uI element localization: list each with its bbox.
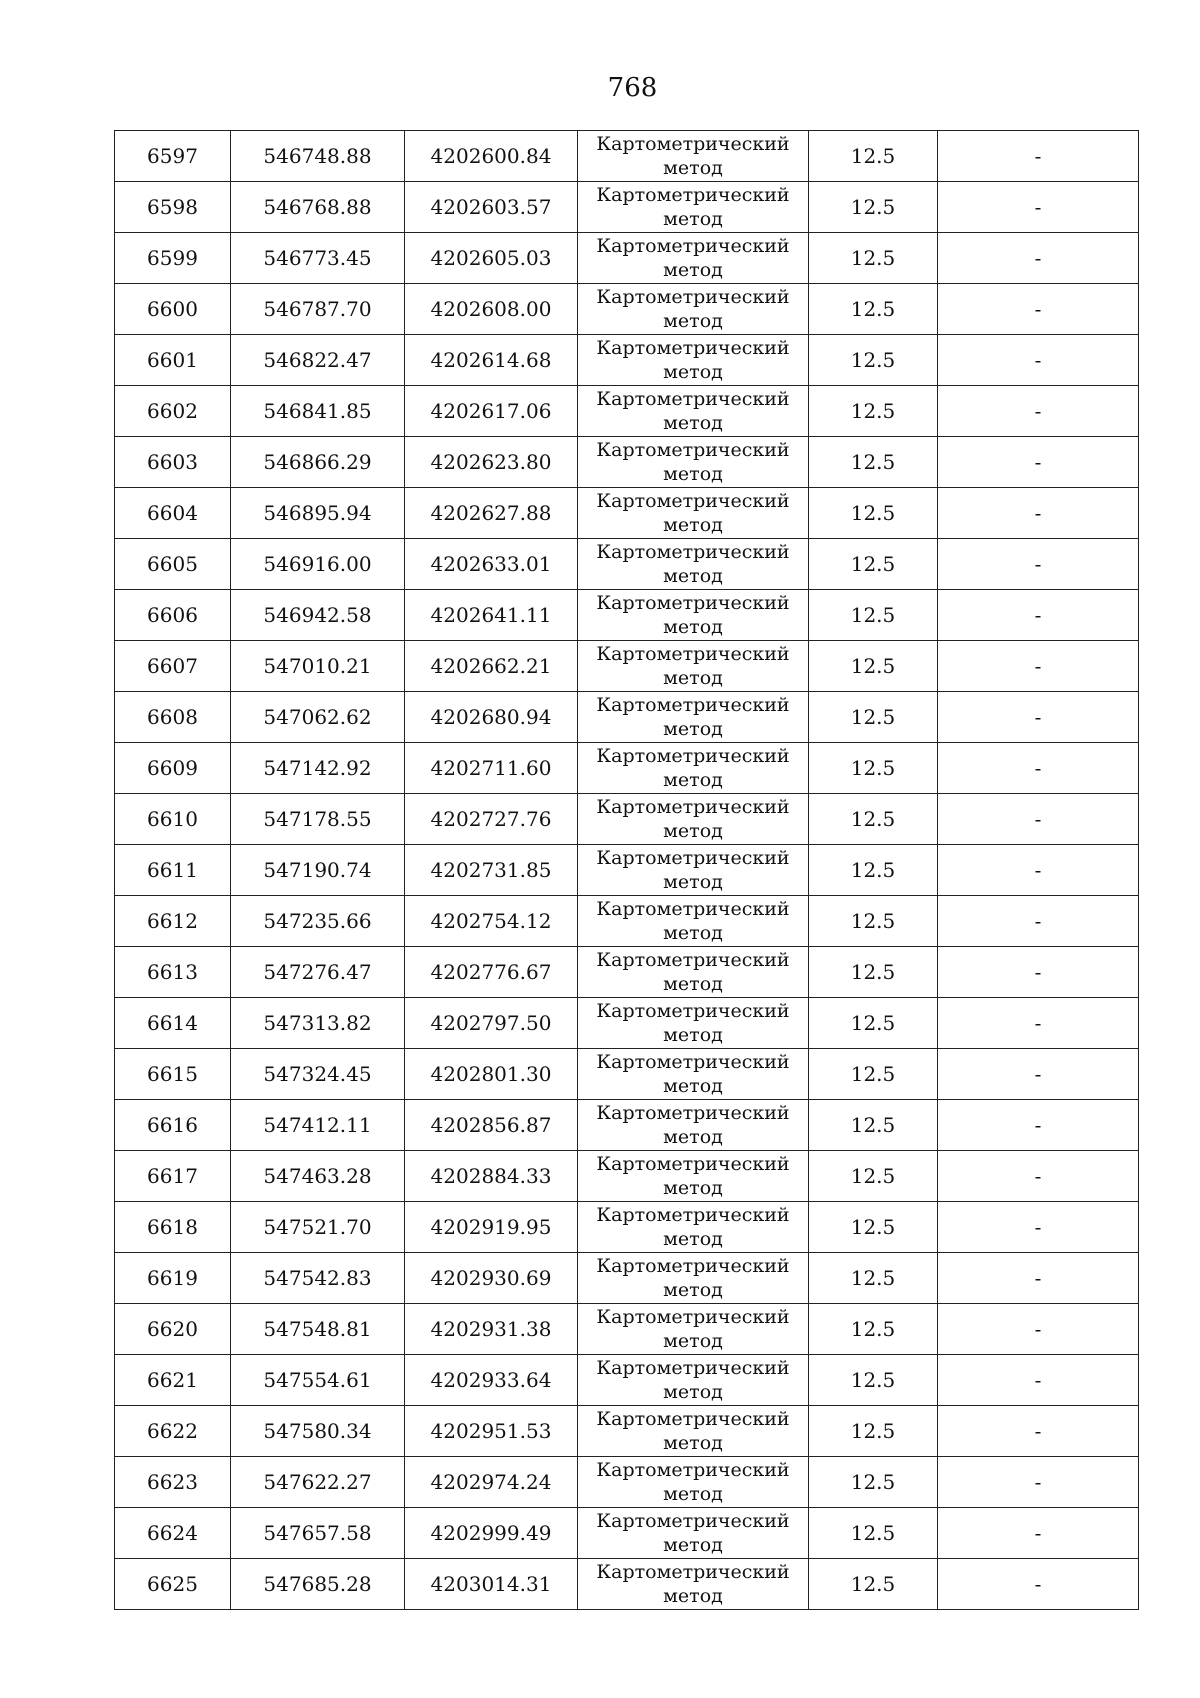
x-coordinate-cell: 547463.28 [231, 1151, 405, 1202]
table-row [115, 488, 1139, 539]
point-number-cell: 6598 [115, 182, 231, 233]
table-row [115, 1100, 1139, 1151]
accuracy-cell: 12.5 [809, 794, 938, 845]
y-coordinate-cell: 4202776.67 [405, 947, 578, 998]
note-cell: - [938, 947, 1139, 998]
y-coordinate-cell: 4202680.94 [405, 692, 578, 743]
method-label-line1: Картометрический [596, 847, 790, 869]
note-cell: - [938, 1100, 1139, 1151]
method-label-line2: метод [663, 514, 723, 536]
x-coordinate-cell: 546768.88 [231, 182, 405, 233]
accuracy-cell: 12.5 [809, 692, 938, 743]
table-row [115, 896, 1139, 947]
y-coordinate-cell: 4202633.01 [405, 539, 578, 590]
y-coordinate-cell: 4202931.38 [405, 1304, 578, 1355]
accuracy-cell: 12.5 [809, 335, 938, 386]
point-number-cell: 6624 [115, 1508, 231, 1559]
table-row [115, 1049, 1139, 1100]
accuracy-cell: 12.5 [809, 1253, 938, 1304]
x-coordinate-cell: 547554.61 [231, 1355, 405, 1406]
method-cell [578, 233, 809, 284]
x-coordinate-cell: 547412.11 [231, 1100, 405, 1151]
method-label-line1: Картометрический [596, 1306, 790, 1328]
x-coordinate-cell: 546841.85 [231, 386, 405, 437]
method-cell [578, 845, 809, 896]
accuracy-cell: 12.5 [809, 590, 938, 641]
point-number-cell: 6617 [115, 1151, 231, 1202]
method-label-line1: Картометрический [596, 592, 790, 614]
method-label-line2: метод [663, 463, 723, 485]
method-cell [578, 539, 809, 590]
accuracy-cell: 12.5 [809, 1355, 938, 1406]
x-coordinate-cell: 547548.81 [231, 1304, 405, 1355]
point-number-cell: 6610 [115, 794, 231, 845]
method-label-line1: Картометрический [596, 694, 790, 716]
method-cell [578, 692, 809, 743]
point-number-cell: 6604 [115, 488, 231, 539]
point-number-cell: 6623 [115, 1457, 231, 1508]
point-number-cell: 6615 [115, 1049, 231, 1100]
method-label-line2: метод [663, 1534, 723, 1556]
table-row [115, 1508, 1139, 1559]
method-label-line2: метод [663, 310, 723, 332]
point-number-cell: 6601 [115, 335, 231, 386]
table-row [115, 794, 1139, 845]
note-cell: - [938, 233, 1139, 284]
method-label-line2: метод [663, 1024, 723, 1046]
method-label-line2: метод [663, 667, 723, 689]
method-label-line1: Картометрический [596, 1153, 790, 1175]
method-cell [578, 131, 809, 182]
table-row [115, 998, 1139, 1049]
accuracy-cell: 12.5 [809, 488, 938, 539]
method-label-line1: Картометрический [596, 235, 790, 257]
point-number-cell: 6618 [115, 1202, 231, 1253]
accuracy-cell: 12.5 [809, 182, 938, 233]
point-number-cell: 6597 [115, 131, 231, 182]
table-row [115, 1559, 1139, 1610]
method-cell [578, 1559, 809, 1610]
note-cell: - [938, 386, 1139, 437]
method-cell [578, 1100, 809, 1151]
accuracy-cell: 12.5 [809, 845, 938, 896]
x-coordinate-cell: 547235.66 [231, 896, 405, 947]
method-label-line1: Картометрический [596, 1051, 790, 1073]
method-label-line2: метод [663, 259, 723, 281]
method-label-line2: метод [663, 1126, 723, 1148]
method-label-line1: Картометрический [596, 541, 790, 563]
point-number-cell: 6622 [115, 1406, 231, 1457]
x-coordinate-cell: 546748.88 [231, 131, 405, 182]
table-row [115, 131, 1139, 182]
point-number-cell: 6606 [115, 590, 231, 641]
point-number-cell: 6607 [115, 641, 231, 692]
method-label-line2: метод [663, 1381, 723, 1403]
method-label-line2: метод [663, 1075, 723, 1097]
point-number-cell: 6599 [115, 233, 231, 284]
y-coordinate-cell: 4202600.84 [405, 131, 578, 182]
y-coordinate-cell: 4202614.68 [405, 335, 578, 386]
table-row [115, 386, 1139, 437]
note-cell: - [938, 1355, 1139, 1406]
accuracy-cell: 12.5 [809, 539, 938, 590]
note-cell: - [938, 590, 1139, 641]
y-coordinate-cell: 4202884.33 [405, 1151, 578, 1202]
accuracy-cell: 12.5 [809, 131, 938, 182]
note-cell: - [938, 1406, 1139, 1457]
point-number-cell: 6605 [115, 539, 231, 590]
accuracy-cell: 12.5 [809, 284, 938, 335]
point-number-cell: 6609 [115, 743, 231, 794]
table-row [115, 845, 1139, 896]
x-coordinate-cell: 546822.47 [231, 335, 405, 386]
accuracy-cell: 12.5 [809, 1304, 938, 1355]
method-label-line1: Картометрический [596, 490, 790, 512]
note-cell: - [938, 641, 1139, 692]
method-label-line1: Картометрический [596, 1357, 790, 1379]
method-cell [578, 182, 809, 233]
method-label-line1: Картометрический [596, 1459, 790, 1481]
table-row [115, 1202, 1139, 1253]
point-number-cell: 6621 [115, 1355, 231, 1406]
y-coordinate-cell: 4202919.95 [405, 1202, 578, 1253]
x-coordinate-cell: 547010.21 [231, 641, 405, 692]
y-coordinate-cell: 4202999.49 [405, 1508, 578, 1559]
x-coordinate-cell: 547190.74 [231, 845, 405, 896]
method-cell [578, 743, 809, 794]
method-cell [578, 947, 809, 998]
accuracy-cell: 12.5 [809, 998, 938, 1049]
point-number-cell: 6602 [115, 386, 231, 437]
note-cell: - [938, 131, 1139, 182]
page-number: 768 [607, 73, 658, 103]
table-row [115, 437, 1139, 488]
method-cell [578, 335, 809, 386]
accuracy-cell: 12.5 [809, 1151, 938, 1202]
note-cell: - [938, 437, 1139, 488]
y-coordinate-cell: 4202608.00 [405, 284, 578, 335]
method-cell [578, 386, 809, 437]
y-coordinate-cell: 4202603.57 [405, 182, 578, 233]
table-row [115, 335, 1139, 386]
method-label-line1: Картометрический [596, 1102, 790, 1124]
method-label-line1: Картометрический [596, 1204, 790, 1226]
x-coordinate-cell: 547062.62 [231, 692, 405, 743]
table-row [115, 284, 1139, 335]
table-row [115, 590, 1139, 641]
method-label-line2: метод [663, 1279, 723, 1301]
x-coordinate-cell: 547685.28 [231, 1559, 405, 1610]
accuracy-cell: 12.5 [809, 743, 938, 794]
y-coordinate-cell: 4202623.80 [405, 437, 578, 488]
method-label-line2: метод [663, 1228, 723, 1250]
point-number-cell: 6603 [115, 437, 231, 488]
accuracy-cell: 12.5 [809, 233, 938, 284]
point-number-cell: 6620 [115, 1304, 231, 1355]
accuracy-cell: 12.5 [809, 896, 938, 947]
method-label-line1: Картометрический [596, 1510, 790, 1532]
method-cell [578, 1508, 809, 1559]
accuracy-cell: 12.5 [809, 1559, 938, 1610]
table-row [115, 1304, 1139, 1355]
y-coordinate-cell: 4202605.03 [405, 233, 578, 284]
note-cell: - [938, 1457, 1139, 1508]
method-cell [578, 284, 809, 335]
method-label-line1: Картометрический [596, 745, 790, 767]
note-cell: - [938, 539, 1139, 590]
coordinates-table [114, 130, 1139, 1610]
x-coordinate-cell: 546773.45 [231, 233, 405, 284]
point-number-cell: 6600 [115, 284, 231, 335]
accuracy-cell: 12.5 [809, 1202, 938, 1253]
y-coordinate-cell: 4202856.87 [405, 1100, 578, 1151]
accuracy-cell: 12.5 [809, 386, 938, 437]
note-cell: - [938, 896, 1139, 947]
method-label-line2: метод [663, 922, 723, 944]
x-coordinate-cell: 547622.27 [231, 1457, 405, 1508]
y-coordinate-cell: 4202754.12 [405, 896, 578, 947]
method-label-line1: Картометрический [596, 1561, 790, 1583]
method-label-line1: Картометрический [596, 643, 790, 665]
y-coordinate-cell: 4202641.11 [405, 590, 578, 641]
note-cell: - [938, 1253, 1139, 1304]
table-row [115, 182, 1139, 233]
note-cell: - [938, 284, 1139, 335]
point-number-cell: 6619 [115, 1253, 231, 1304]
y-coordinate-cell: 4202727.76 [405, 794, 578, 845]
method-label-line1: Картометрический [596, 1255, 790, 1277]
method-label-line2: метод [663, 208, 723, 230]
accuracy-cell: 12.5 [809, 1049, 938, 1100]
method-cell [578, 1253, 809, 1304]
table-row [115, 1253, 1139, 1304]
method-label-line2: метод [663, 1177, 723, 1199]
method-cell [578, 1304, 809, 1355]
point-number-cell: 6612 [115, 896, 231, 947]
x-coordinate-cell: 547313.82 [231, 998, 405, 1049]
accuracy-cell: 12.5 [809, 641, 938, 692]
x-coordinate-cell: 547276.47 [231, 947, 405, 998]
note-cell: - [938, 692, 1139, 743]
y-coordinate-cell: 4202662.21 [405, 641, 578, 692]
table-row [115, 641, 1139, 692]
x-coordinate-cell: 547542.83 [231, 1253, 405, 1304]
method-label-line2: метод [663, 412, 723, 434]
method-cell [578, 641, 809, 692]
y-coordinate-cell: 4202617.06 [405, 386, 578, 437]
table-row [115, 743, 1139, 794]
method-label-line2: метод [663, 769, 723, 791]
method-label-line2: метод [663, 973, 723, 995]
x-coordinate-cell: 546916.00 [231, 539, 405, 590]
table-row [115, 1355, 1139, 1406]
accuracy-cell: 12.5 [809, 947, 938, 998]
note-cell: - [938, 1304, 1139, 1355]
method-cell [578, 1202, 809, 1253]
point-number-cell: 6613 [115, 947, 231, 998]
y-coordinate-cell: 4202731.85 [405, 845, 578, 896]
accuracy-cell: 12.5 [809, 437, 938, 488]
point-number-cell: 6625 [115, 1559, 231, 1610]
method-label-line2: метод [663, 1585, 723, 1607]
method-label-line1: Картометрический [596, 1408, 790, 1430]
y-coordinate-cell: 4202797.50 [405, 998, 578, 1049]
x-coordinate-cell: 547657.58 [231, 1508, 405, 1559]
method-label-line2: метод [663, 718, 723, 740]
note-cell: - [938, 1202, 1139, 1253]
x-coordinate-cell: 547580.34 [231, 1406, 405, 1457]
method-cell [578, 896, 809, 947]
method-label-line1: Картометрический [596, 439, 790, 461]
method-label-line1: Картометрический [596, 133, 790, 155]
table-row [115, 1457, 1139, 1508]
accuracy-cell: 12.5 [809, 1508, 938, 1559]
method-cell [578, 1406, 809, 1457]
y-coordinate-cell: 4202801.30 [405, 1049, 578, 1100]
method-cell [578, 1151, 809, 1202]
method-cell [578, 590, 809, 641]
method-cell [578, 1457, 809, 1508]
point-number-cell: 6611 [115, 845, 231, 896]
method-label-line2: метод [663, 1330, 723, 1352]
x-coordinate-cell: 547324.45 [231, 1049, 405, 1100]
method-label-line1: Картометрический [596, 184, 790, 206]
x-coordinate-cell: 547521.70 [231, 1202, 405, 1253]
method-label-line2: метод [663, 1483, 723, 1505]
method-label-line2: метод [663, 1432, 723, 1454]
method-cell [578, 437, 809, 488]
note-cell: - [938, 1559, 1139, 1610]
x-coordinate-cell: 547142.92 [231, 743, 405, 794]
table-row [115, 947, 1139, 998]
y-coordinate-cell: 4202933.64 [405, 1355, 578, 1406]
table-row [115, 1151, 1139, 1202]
note-cell: - [938, 488, 1139, 539]
method-label-line2: метод [663, 565, 723, 587]
method-cell [578, 1355, 809, 1406]
method-label-line1: Картометрический [596, 796, 790, 818]
table-row [115, 233, 1139, 284]
method-cell [578, 1049, 809, 1100]
table-row [115, 692, 1139, 743]
point-number-cell: 6616 [115, 1100, 231, 1151]
note-cell: - [938, 1049, 1139, 1100]
accuracy-cell: 12.5 [809, 1457, 938, 1508]
note-cell: - [938, 1151, 1139, 1202]
note-cell: - [938, 743, 1139, 794]
method-label-line1: Картометрический [596, 1000, 790, 1022]
x-coordinate-cell: 546942.58 [231, 590, 405, 641]
point-number-cell: 6608 [115, 692, 231, 743]
x-coordinate-cell: 546866.29 [231, 437, 405, 488]
method-label-line2: метод [663, 871, 723, 893]
method-label-line1: Картометрический [596, 388, 790, 410]
method-label-line2: метод [663, 361, 723, 383]
y-coordinate-cell: 4202711.60 [405, 743, 578, 794]
x-coordinate-cell: 546895.94 [231, 488, 405, 539]
y-coordinate-cell: 4202930.69 [405, 1253, 578, 1304]
point-number-cell: 6614 [115, 998, 231, 1049]
note-cell: - [938, 794, 1139, 845]
note-cell: - [938, 1508, 1139, 1559]
y-coordinate-cell: 4202627.88 [405, 488, 578, 539]
accuracy-cell: 12.5 [809, 1100, 938, 1151]
method-label-line1: Картометрический [596, 286, 790, 308]
table-row [115, 1406, 1139, 1457]
method-label-line2: метод [663, 820, 723, 842]
accuracy-cell: 12.5 [809, 1406, 938, 1457]
y-coordinate-cell: 4202974.24 [405, 1457, 578, 1508]
coordinates-table-body [115, 131, 1139, 1610]
method-label-line1: Картометрический [596, 898, 790, 920]
note-cell: - [938, 998, 1139, 1049]
y-coordinate-cell: 4202951.53 [405, 1406, 578, 1457]
note-cell: - [938, 335, 1139, 386]
note-cell: - [938, 182, 1139, 233]
table-row [115, 539, 1139, 590]
method-cell [578, 794, 809, 845]
method-cell [578, 488, 809, 539]
method-cell [578, 998, 809, 1049]
x-coordinate-cell: 546787.70 [231, 284, 405, 335]
method-label-line1: Картометрический [596, 949, 790, 971]
note-cell: - [938, 845, 1139, 896]
method-label-line2: метод [663, 616, 723, 638]
y-coordinate-cell: 4203014.31 [405, 1559, 578, 1610]
method-label-line1: Картометрический [596, 337, 790, 359]
method-label-line2: метод [663, 157, 723, 179]
x-coordinate-cell: 547178.55 [231, 794, 405, 845]
